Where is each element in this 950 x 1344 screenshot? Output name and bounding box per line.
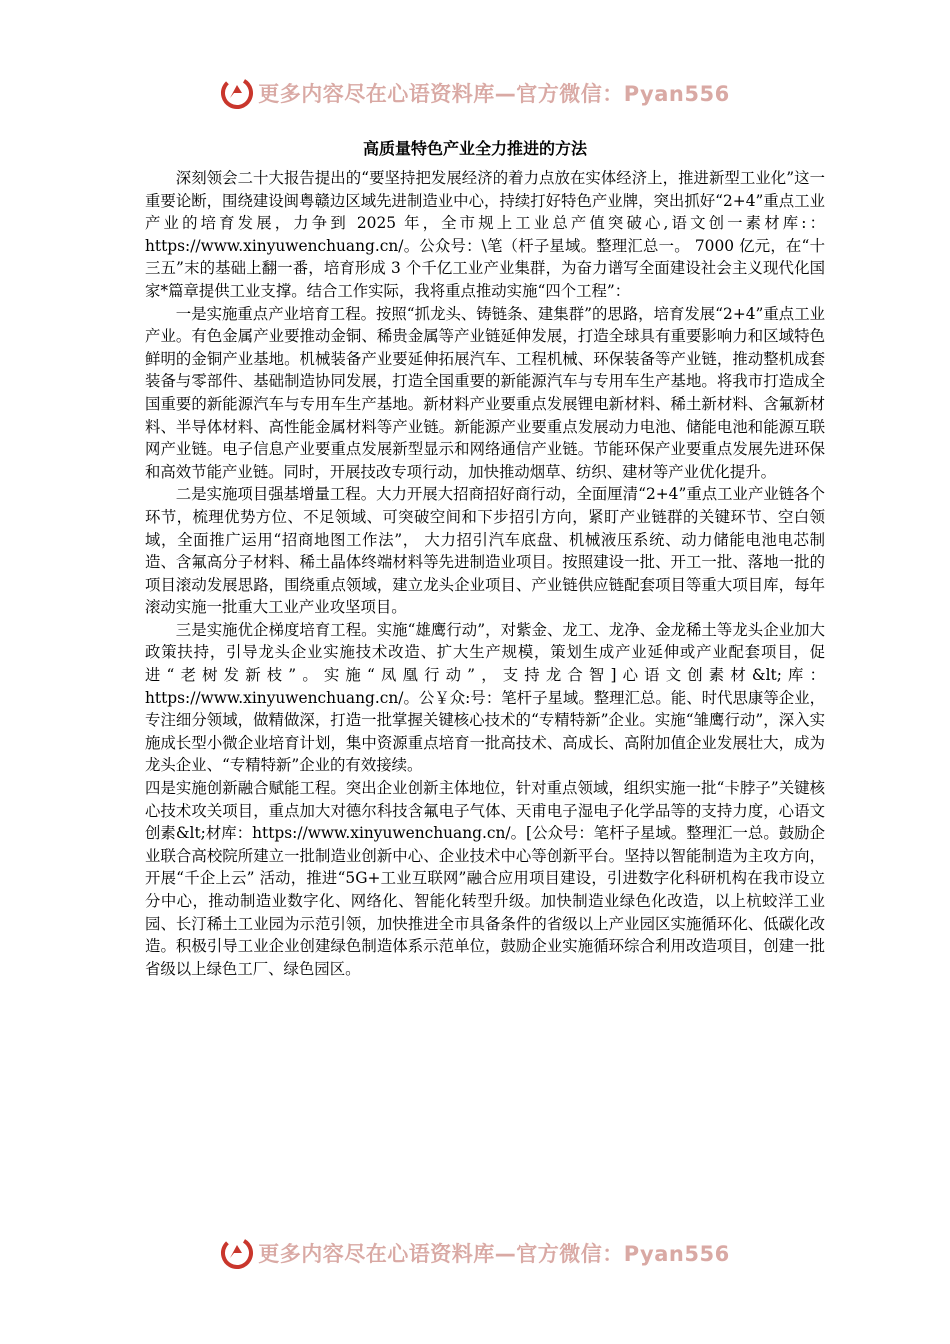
watermark-text: 更多内容尽在心语资料库—官方微信：Pyan556 — [258, 1242, 730, 1266]
watermark-banner-bottom — [0, 1232, 950, 1274]
brand-logo-icon — [220, 76, 254, 110]
paragraph-project-2: 二是实施项目强基增量工程。大力开展大招商招好商行动，全面厘清“2+4”重点工业产业链各个环节，梳理优势方位、不足领域、可突破空间和下步招引方向，紧盯产业链群的关键环节、空白领域，全面推广运用“招商地图工作法”， 大力招引汽车底盘、机械液压系统、动力储能电池电芯制造、含氟高分子材料、稀土晶体终端材料等先进制造业项目。按照建设一批、开工一批、落地一批的项目滚动发展思路，围绕重点领域，建立龙头企业项目、产业链供应链配套项目等重大项目库，每年滚动实施一批重大工业产业攻坚项目。 — [145, 485, 825, 617]
watermark-banner-top — [0, 72, 950, 114]
paragraph-project-1: 一是实施重点产业培育工程。按照“抓龙头、铸链条、建集群”的思路，培育发展“2+4”重点工业产业。有色金属产业要推动金铜、稀贵金属等产业链延伸发展，打造全球具有重要影响力和区域特色鲜明的金铜产业基地。机械装备产业要延伸拓展汽车、工程机械、环保装备等产业链，推动整机成套装备与零部件、基础制造协同发展，打造全国重要的新能源汽车与专用车生产基地。将我市打造成全国重要的新能源汽车与专用车生产基地。新材料产业要重点发展锂电新材料、稀土新材料、含氟新材料、半导体材料、高性能金属材料等产业链。新能源产业要重点发展动力电池、储能电池和能源互联网产业链。电子信息产业要重点发展新型显示和网络通信产业链。节能环保产业要重点发展先进环保和高效节能产业链。同时，开展技改专项行动，加快推动烟草、纺织、建材等产业优化提升。 — [145, 304, 825, 481]
brand-logo-icon — [220, 1236, 254, 1270]
paragraph-intro: 深刻领会二十大报告提出的“要坚持把发展经济的着力点放在实体经济上，推进新型工业化”这一重要论断，围绕建设闽粤赣边区域先进制造业中心，持续打好特色产业牌，突出抓好“2+4”重点工业产业的培育发展，力争到 2025 年，全市规上工业总产值突破心,语文创一素材库:：https://www.xinyuwenchuang.cn/。公众号：\笔（杆子星域。整理汇总一。 7000 亿元，在“十三五”末的基础上翻一番，培育形成 3 个千亿工业产业集群，为奋力谱写全面建设社会主义现代化国家*篇章提供工业支撑。结合工作实际，我将重点推动实施“四个工程”： — [145, 169, 825, 300]
paragraph-project-3: 三是实施优企梯度培育工程。实施“雄鹰行动”，对紫金、龙工、龙净、金龙稀土等龙头企业加大政策扶持，引导龙头企业实施技术改造、扩大生产规模，策划生成产业延伸或产业配套项目，促进“老树发新枝”。实施“凤凰行动”，支持龙合智]心语文创素材&lt;库：https://www.xinyuwenchuang.cn/。公￥众:号：笔杆子星域。整理汇总。能、时代思康等企业，专注细分领域，做精做深，打造一批掌握关键核心技术的“专精特新”企业。实施“雏鹰行动”，深入实施成长型小微企业培育计划，集中资源重点培育一批高技术、高成长、高附加值企业发展壮大，成为龙头企业、“专精特新”企业的有效接续。 — [145, 620, 825, 775]
watermark-text: 更多内容尽在心语资料库—官方微信：Pyan556 — [258, 82, 730, 106]
paragraph-project-4: 四是实施创新融合赋能工程。突出企业创新主体地位，针对重点领域，组织实施一批“卡脖子”关键核心技术攻关项目，重点加大对德尔科技含氟电子气体、天甫电子湿电子化学品等的支持力度，心语文创素&lt;材库：https://www.xinyuwenchuang.cn/。[公众号：笔杆子星域。整理汇一总。鼓励企业联合高校院所建立一批制造业创新中心、企业技术中心等创新平台。坚持以智能制造为主攻方向，开展“千企上云” 活动，推进“5G+工业互联网”融合应用项目建设，引进数字化科研机构在我市设立分中心，推动制造业数字化、网络化、智能化转型升级。加快制造业绿色化改造，以上杭蛟洋工业园、长汀稀土工业园为示范引领，加快推进全市具备条件的省级以上产业园区实施循环化、低碳化改造。积极引导工业企业创建绿色制造体系示范单位，鼓励企业实施循环综合利用改造项目，创建一批省级以上绿色工厂、绿色园区。 — [145, 779, 825, 978]
document-title: 高质量特色产业全力推进的方法 — [362, 139, 587, 158]
document-body — [145, 167, 825, 980]
